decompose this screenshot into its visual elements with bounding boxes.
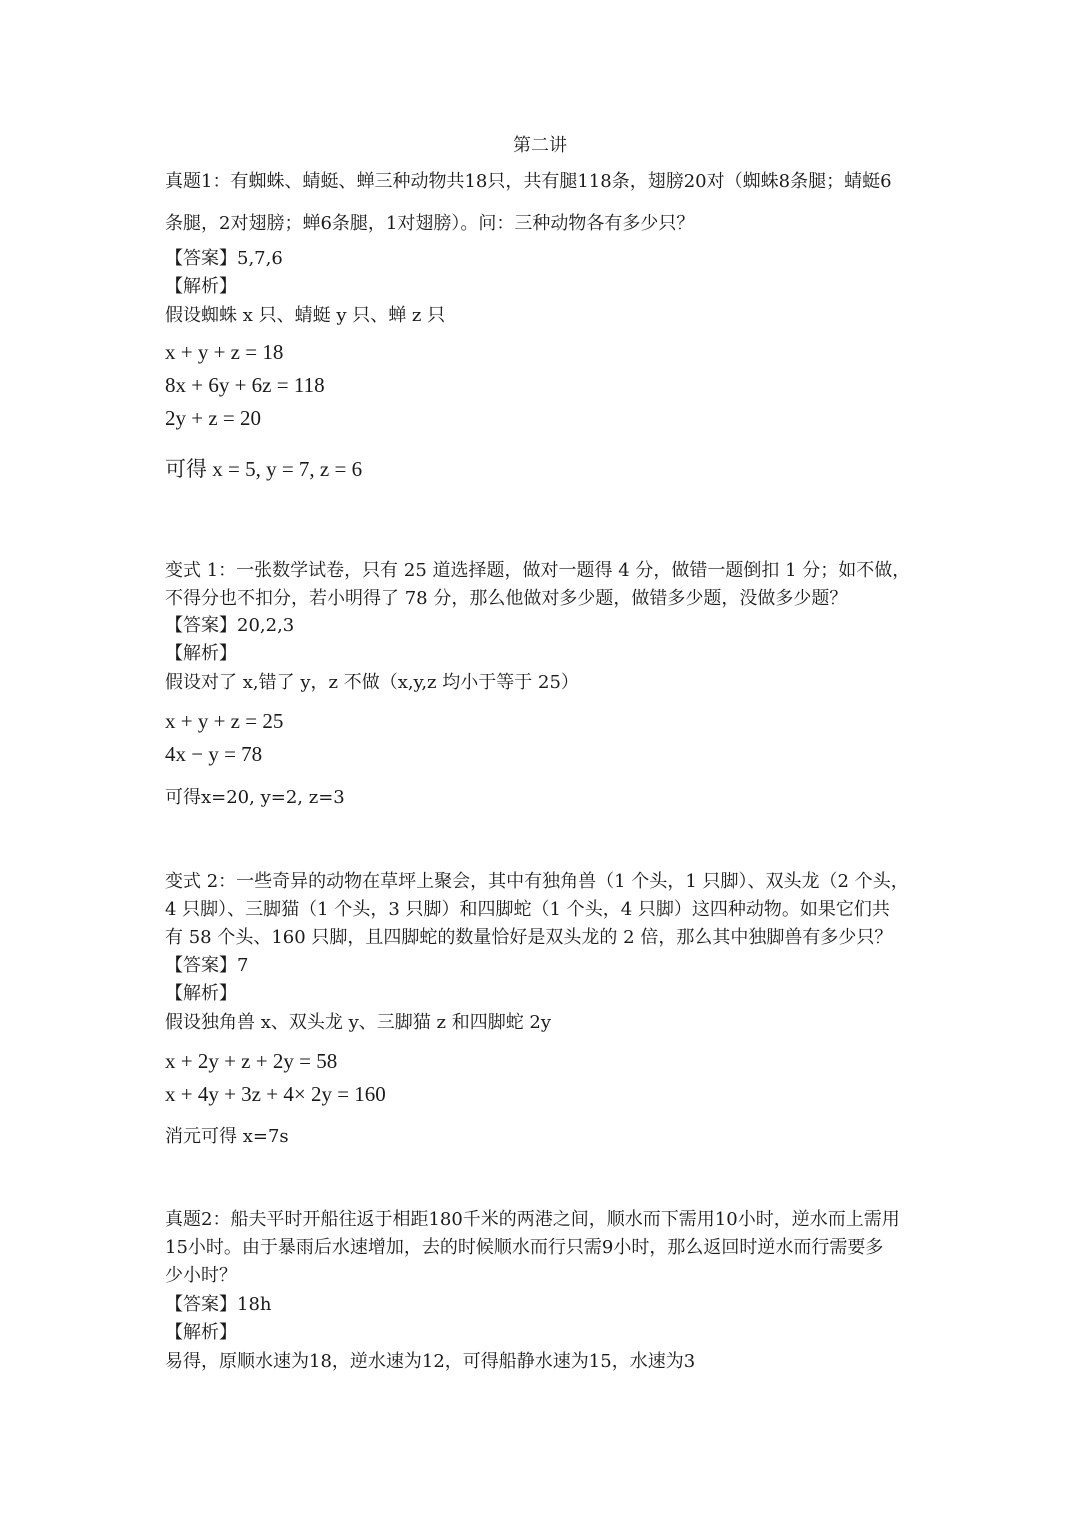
variant-1-equation-2: 4x − y = 78 — [165, 742, 263, 766]
question-2-line-2: 15小时。由于暴雨后水速增加，去的时候顺水而行只需9小时，那么返回时逆水而行需要多 — [165, 1237, 884, 1258]
variant-2-line-3: 有 58 个头、160 只脚，且四脚蛇的数量恰好是双头龙的 2 倍，那么其中独脚兽有多少只？ — [165, 927, 893, 948]
lecture-title: 第二讲 — [513, 135, 567, 156]
variant-1-line-2: 不得分也不扣分，若小明得了 78 分，那么他做对多少题，做错多少题，没做多少题？ — [165, 588, 848, 609]
variant-2-answer: 【答案】7 — [165, 955, 249, 976]
question-2-line-3: 少小时？ — [165, 1265, 237, 1286]
question-1-line-2: 条腿，2对翅膀；蝉6条腿，1对翅膀）。问：三种动物各有多少只？ — [165, 213, 695, 234]
variant-2-setup: 假设独角兽 x、双头龙 y、三脚猫 z 和四脚蛇 2y — [165, 1012, 552, 1033]
question-2-line-1: 真题2：船夫平时开船往返于相距180千米的两港之间，顺水而下需用10小时，逆水而上需用 — [165, 1209, 900, 1230]
question-2-analysis-label: 【解析】 — [165, 1322, 237, 1343]
variant-2-result: 消元可得 x=7s — [165, 1126, 289, 1147]
question-1-result: 可得 x = 5, y = 7, z = 6 — [165, 457, 363, 481]
variant-2-analysis-label: 【解析】 — [165, 983, 237, 1004]
question-1-equation-2: 8x + 6y + 6z = 118 — [165, 373, 325, 397]
question-1-equation-3: 2y + z = 20 — [165, 406, 262, 430]
variant-1-result: 可得x=20, y=2, z=3 — [165, 787, 345, 808]
question-1-answer: 【答案】5,7,6 — [165, 248, 283, 269]
variant-2-line-1: 变式 2：一些奇异的动物在草坪上聚会，其中有独角兽（1 个头，1 只脚）、双头龙（2 个头， — [165, 871, 909, 892]
question-2-result: 易得，原顺水速为18，逆水速为12，可得船静水速为15，水速为3 — [165, 1351, 696, 1372]
question-1-equation-1: x + y + z = 18 — [165, 340, 284, 364]
question-1-setup: 假设蜘蛛 x 只、蜻蜓 y 只、蝉 z 只 — [165, 305, 446, 326]
question-1-line-1: 真题1：有蜘蛛、蜻蜓、蝉三种动物共18只，共有腿118条，翅膀20对（蜘蛛8条腿；蜻蜓6 — [165, 171, 892, 192]
question-1-analysis-label: 【解析】 — [165, 276, 237, 297]
variant-1-answer: 【答案】20,2,3 — [165, 615, 295, 636]
variant-1-analysis-label: 【解析】 — [165, 643, 237, 664]
variant-2-line-2: 4 只脚）、三脚猫（1 个头，3 只脚）和四脚蛇（1 个头，4 只脚）这四种动物。如果它们共 — [165, 899, 890, 920]
question-2-answer: 【答案】18h — [165, 1294, 272, 1315]
variant-1-line-1: 变式 1：一张数学试卷，只有 25 道选择题，做对一题得 4 分，做错一题倒扣 1 分；如不做， — [165, 560, 911, 581]
variant-1-equation-1: x + y + z = 25 — [165, 709, 284, 733]
variant-2-equation-1: x + 2y + z + 2y = 58 — [165, 1049, 338, 1073]
variant-1-setup: 假设对了 x,错了 y，z 不做（x,y,z 均小于等于 25） — [165, 672, 579, 693]
variant-2-equation-2: x + 4y + 3z + 4× 2y = 160 — [165, 1082, 386, 1106]
